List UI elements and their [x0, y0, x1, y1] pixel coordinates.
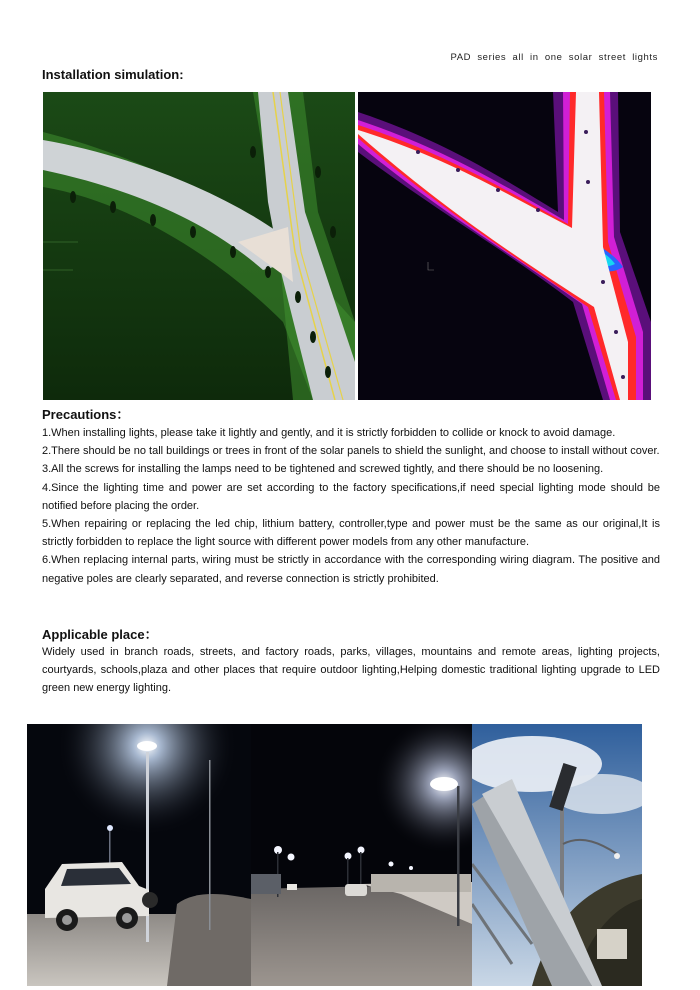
- applicable-place-text: Widely used in branch roads, streets, and factory roads, parks, villages, mountains and remote areas, lighting projects, courtyards, schools,plaza and other places that require outdoor lighting,Helping domestic traditional lighting upgrade to LED green new energy lighting.: [42, 646, 660, 695]
- illuminance-heatmap-image: [358, 92, 651, 400]
- precaution-item: 4.Since the lighting time and power are set according to the factory specifications,if need special lighting mode should be notified before placing the order.: [42, 481, 660, 512]
- precautions-list: [42, 424, 660, 588]
- precaution-item: 1.When installing lights, please take it lightly and gently, and it is strictly forbidden to collide or knock to avoid damage.: [42, 427, 616, 439]
- precautions-title: Precautions：: [42, 407, 130, 422]
- installation-title: Installation simulation:: [42, 67, 184, 82]
- road-lighting-simulation-image: [43, 92, 355, 400]
- applicable-place-title: Applicable place：: [42, 627, 158, 642]
- precaution-item: 2.There should be no tall buildings or trees in front of the solar panels to shield the sunlight, and choose to install without cover.: [42, 445, 660, 458]
- page-header-series: PAD series all in one solar street lights: [450, 52, 658, 63]
- night-road-street-lights-photo: [251, 724, 472, 986]
- precaution-item: 5.When repairing or replacing the led chip, lithium battery, controller,type and power must be the same as our original,It is strictly forbidden to replace the light source with different power models from any other manufacture.: [42, 518, 660, 549]
- precaution-item: 6.When replacing internal parts, wiring must be strictly in accordance with the corresponding wiring diagram. The positive and negative poles are clearly separated, and reverse connection is strictly prohibited.: [42, 554, 660, 585]
- night-street-light-with-suv-photo: [27, 724, 251, 986]
- precaution-item: 3.All the screws for installing the lamps need to be tightened and screwed tightly, and there should be no loosening.: [42, 463, 604, 476]
- daytime-solar-light-pole-photo: [472, 724, 642, 986]
